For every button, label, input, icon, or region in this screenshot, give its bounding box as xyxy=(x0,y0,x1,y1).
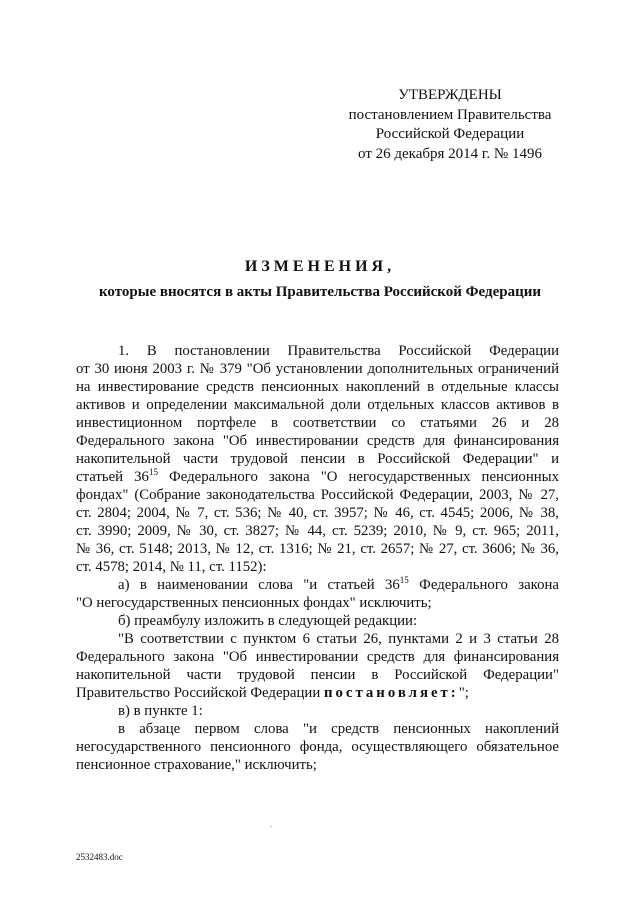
document-subtitle: которые вносятся в акты Правительства Российской Федерации xyxy=(98,284,542,300)
body-line: активов и определении максимальной доли отдельных классов активов в xyxy=(76,397,559,413)
body-line: фондах" (Собрание законодательства Российской Федерации, 2003, № 27, xyxy=(76,487,559,503)
body-line: накопительной части трудовой пенсии в Российской Федерации" и xyxy=(76,451,559,467)
approval-line: Российской Федерации xyxy=(375,126,525,142)
body-line: накопительной части трудовой пенсии в Российской Федерации" xyxy=(76,667,559,683)
body-line: инвестиционном портфеле в соответствии со статьями 26 и 28 xyxy=(76,415,559,431)
body-line: ст. 3990; 2009, № 30, ст. 3827; № 44, ст. 5239; 2010, № 9, ст. 965; 2011, xyxy=(76,523,559,539)
body-text: а) в наименовании слова "и статьей 36 xyxy=(118,577,400,593)
body-line: пенсионное страхование," исключить; xyxy=(76,757,317,773)
document-title: ИЗМЕНЕНИЯ, xyxy=(244,258,396,275)
body-line xyxy=(76,468,559,486)
body-line: на инвестирование средств пенсионных накоплений в отдельные классы xyxy=(76,379,559,395)
body-line: № 36, ст. 5148; 2013, № 12, ст. 1316; № 21, ст. 2657; № 27, ст. 3606; № 36, xyxy=(76,541,559,557)
body-line: Федерального закона "Об инвестировании средств для финансирования xyxy=(76,433,559,449)
approval-heading: УТВЕРЖДЕНЫ xyxy=(398,87,502,103)
body-line: "В соответствии с пунктом 6 статьи 26, пунктами 2 и 3 статьи 28 xyxy=(118,631,559,647)
body-text: "; xyxy=(458,685,469,701)
body-line: в абзаце первом слова "и средств пенсионных накоплений xyxy=(118,721,559,737)
superscript: 15 xyxy=(148,467,158,478)
body-line: в) в пункте 1: xyxy=(118,703,203,719)
body-line: Федерального закона "Об инвестировании средств для финансирования xyxy=(76,649,559,665)
body-line: от 30 июня 2003 г. № 379 "Об установлении дополнительных ограничений xyxy=(76,361,559,377)
body-line: ст. 4578; 2014, № 11, ст. 1152): xyxy=(76,559,267,575)
spaced-keyword: постановляет: xyxy=(323,685,459,701)
approval-date: от 26 декабря 2014 г. № 1496 xyxy=(358,145,542,162)
body-line: негосударственного пенсионного фонда, осуществляющего обязательное xyxy=(76,739,559,755)
body-text: статьей 36 xyxy=(76,469,149,485)
body-line: 1. В постановлении Правительства Российской Федерации xyxy=(118,343,559,359)
file-name-footer: 2532483.doc xyxy=(76,852,123,862)
body-line: б) преамбулу изложить в следующей редакции: xyxy=(118,613,418,629)
approval-stamp xyxy=(330,86,570,164)
body-line xyxy=(76,684,559,702)
approval-line: постановлением Правительства xyxy=(348,106,552,123)
body-line: ст. 2804; 2004, № 7, ст. 536; № 40, ст. 3957; № 46, ст. 4545; 2006, № 38, xyxy=(76,505,559,521)
body-text: Федерального закона "О негосударственных пенсионных xyxy=(169,469,559,485)
body-text: Правительство Российской Федерации xyxy=(76,685,321,701)
body-text: Федерального закона xyxy=(419,577,559,593)
scan-speck xyxy=(270,826,272,827)
body-line xyxy=(118,576,559,594)
body-line: "О негосударственных пенсионных фондах" исключить; xyxy=(76,595,432,611)
superscript: 15 xyxy=(399,575,409,586)
